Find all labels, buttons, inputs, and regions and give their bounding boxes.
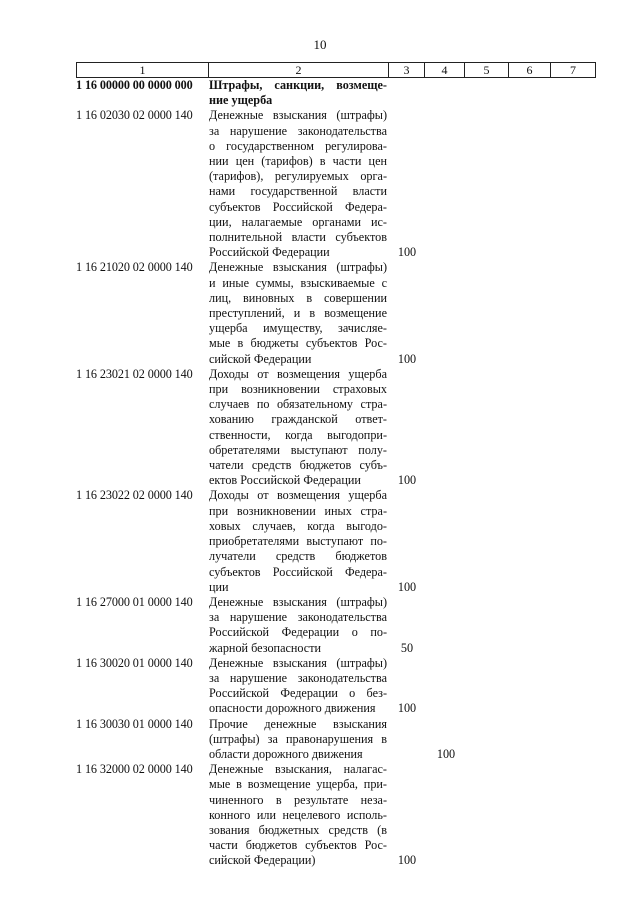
revenue-name-line: Прочие денежные взыскания xyxy=(209,716,387,731)
revenue-name-line: полнительной власти субъектов xyxy=(209,230,387,245)
revenue-name-line: ции, налагаемые органами ис- xyxy=(209,214,387,229)
revenue-code: 1 16 30020 01 0000 140 xyxy=(76,655,193,670)
revenue-code: 1 16 23021 02 0000 140 xyxy=(76,366,193,381)
revenue-name-line: жарной безопасности xyxy=(209,640,322,655)
revenue-name-line: (штрафы) за правонарушения в xyxy=(209,731,387,746)
revenue-name-line: Денежные взыскания, налагас- xyxy=(209,762,387,777)
revenue-name-line: Штрафы, санкции, возмеще- xyxy=(209,78,387,92)
column-header-3: 3 xyxy=(389,63,425,78)
revenue-name-line: Доходы от возмещения ущерба xyxy=(209,366,387,381)
page-number: 10 xyxy=(313,37,327,52)
revenue-name-line: (тарифов), регулируемых орга- xyxy=(209,169,387,184)
revenue-name-line: при возникновении иных стра- xyxy=(209,503,387,518)
revenue-name-line: за нарушение законодательства xyxy=(209,123,387,138)
revenue-name-line: мые в возмещение ущерба, при- xyxy=(209,777,387,792)
table-row xyxy=(76,260,595,366)
revenue-name-line: и иные суммы, взыскиваемые с xyxy=(209,275,387,290)
column-header-2: 2 xyxy=(209,63,389,78)
revenue-name xyxy=(209,595,387,656)
revenue-name-line: Российской Федерации xyxy=(209,245,330,260)
revenue-name xyxy=(209,488,387,594)
revenue-name xyxy=(209,78,387,108)
table-row xyxy=(76,595,595,656)
revenue-name-line: ственности, когда выгодопри- xyxy=(209,427,387,442)
revenue-code: 1 16 30030 01 0000 140 xyxy=(76,716,193,731)
revenue-name-line: Денежные взыскания (штрафы) xyxy=(209,594,387,609)
revenue-name-line: области дорожного движения xyxy=(209,746,363,761)
value-column-4: 100 xyxy=(436,746,456,761)
revenue-name xyxy=(209,260,387,366)
table-row xyxy=(76,367,595,489)
value-column-3: 100 xyxy=(397,245,417,260)
revenue-name-line: случаев по обязательному стра- xyxy=(209,397,387,412)
revenue-name-line: субъектов Российской Федера- xyxy=(209,564,387,579)
revenue-name-line: Доходы от возмещения ущерба xyxy=(209,488,387,503)
table-row xyxy=(76,108,595,260)
revenue-name-line: субъектов Российской Федера- xyxy=(209,199,387,214)
revenue-name-line: чиненного в результате неза- xyxy=(209,792,387,807)
table-row xyxy=(76,717,595,763)
revenue-code: 1 16 23022 02 0000 140 xyxy=(76,488,193,503)
revenue-name-line: лучатели средств бюджетов xyxy=(209,549,387,564)
revenue-name-line: конного или нецелевого исполь- xyxy=(209,807,387,822)
table-row xyxy=(76,656,595,717)
value-column-3: 100 xyxy=(397,473,417,488)
revenue-name-line: приобретателями выступают по- xyxy=(209,534,387,549)
value-column-3: 100 xyxy=(397,351,417,366)
revenue-rows xyxy=(76,78,595,869)
column-header-table xyxy=(76,62,596,78)
value-column-3: 100 xyxy=(397,853,417,868)
revenue-name-line: преступлений, и в возмещение xyxy=(209,306,387,321)
revenue-name-line: хованию гражданской ответ- xyxy=(209,412,387,427)
column-header-1: 1 xyxy=(77,63,209,78)
revenue-name-line: нии цен (тарифов) в части цен xyxy=(209,154,387,169)
column-header-6: 6 xyxy=(509,63,551,78)
revenue-name-line: за нарушение законодательства xyxy=(209,610,387,625)
revenue-name-line: Российской Федерации о без- xyxy=(209,686,387,701)
revenue-name-line: обретателями выступают полу- xyxy=(209,442,387,457)
revenue-name-line: за нарушение законодательства xyxy=(209,670,387,685)
revenue-name xyxy=(209,762,387,868)
revenue-code: 1 16 32000 02 0000 140 xyxy=(76,762,193,777)
value-column-3: 100 xyxy=(397,579,417,594)
revenue-name-line: мые в бюджеты субъектов Рос- xyxy=(209,336,387,351)
table-row xyxy=(76,78,595,108)
revenue-name xyxy=(209,108,387,260)
column-header-5: 5 xyxy=(465,63,509,78)
revenue-name-line: сийской Федерации) xyxy=(209,853,316,868)
revenue-name-line: Российской Федерации о по- xyxy=(209,625,387,640)
revenue-name-line: части бюджетов субъектов Рос- xyxy=(209,838,387,853)
table-row xyxy=(76,488,595,594)
revenue-name-line: ние ущерба xyxy=(209,93,273,108)
revenue-name-line: при возникновении страховых xyxy=(209,382,387,397)
revenue-name-line: зования бюджетных средств (в xyxy=(209,822,387,837)
revenue-code: 1 16 21020 02 0000 140 xyxy=(76,260,193,275)
column-header-7: 7 xyxy=(551,63,596,78)
revenue-name-line: о государственном регулирова- xyxy=(209,138,387,153)
revenue-name xyxy=(209,367,387,489)
column-header-4: 4 xyxy=(425,63,465,78)
revenue-name-line: чатели средств бюджетов субъ- xyxy=(209,458,387,473)
value-column-3: 50 xyxy=(400,640,414,655)
revenue-name xyxy=(209,717,387,763)
revenue-name-line: ектов Российской Федерации xyxy=(209,473,361,488)
revenue-name-line: Денежные взыскания (штрафы) xyxy=(209,655,387,670)
revenue-name-line: ховых случаев, когда выгодо- xyxy=(209,518,387,533)
revenue-name-line: Денежные взыскания (штрафы) xyxy=(209,260,387,275)
revenue-code: 1 16 02030 02 0000 140 xyxy=(76,108,193,123)
column-header-row xyxy=(77,63,596,78)
revenue-name-line: ции xyxy=(209,579,229,594)
revenue-code: 1 16 00000 00 0000 000 xyxy=(76,78,193,92)
revenue-name-line: нами государственной власти xyxy=(209,184,387,199)
revenue-name-line: опасности дорожного движения xyxy=(209,701,376,716)
revenue-name-line: сийской Федерации xyxy=(209,351,312,366)
revenue-code: 1 16 27000 01 0000 140 xyxy=(76,594,193,609)
revenue-name-line: ущерба имуществу, зачисляе- xyxy=(209,321,387,336)
revenue-name xyxy=(209,656,387,717)
table-row xyxy=(76,762,595,868)
value-column-3: 100 xyxy=(397,701,417,716)
revenue-name-line: лиц, виновных в совершении xyxy=(209,290,387,305)
revenue-name-line: Денежные взыскания (штрафы) xyxy=(209,108,387,123)
